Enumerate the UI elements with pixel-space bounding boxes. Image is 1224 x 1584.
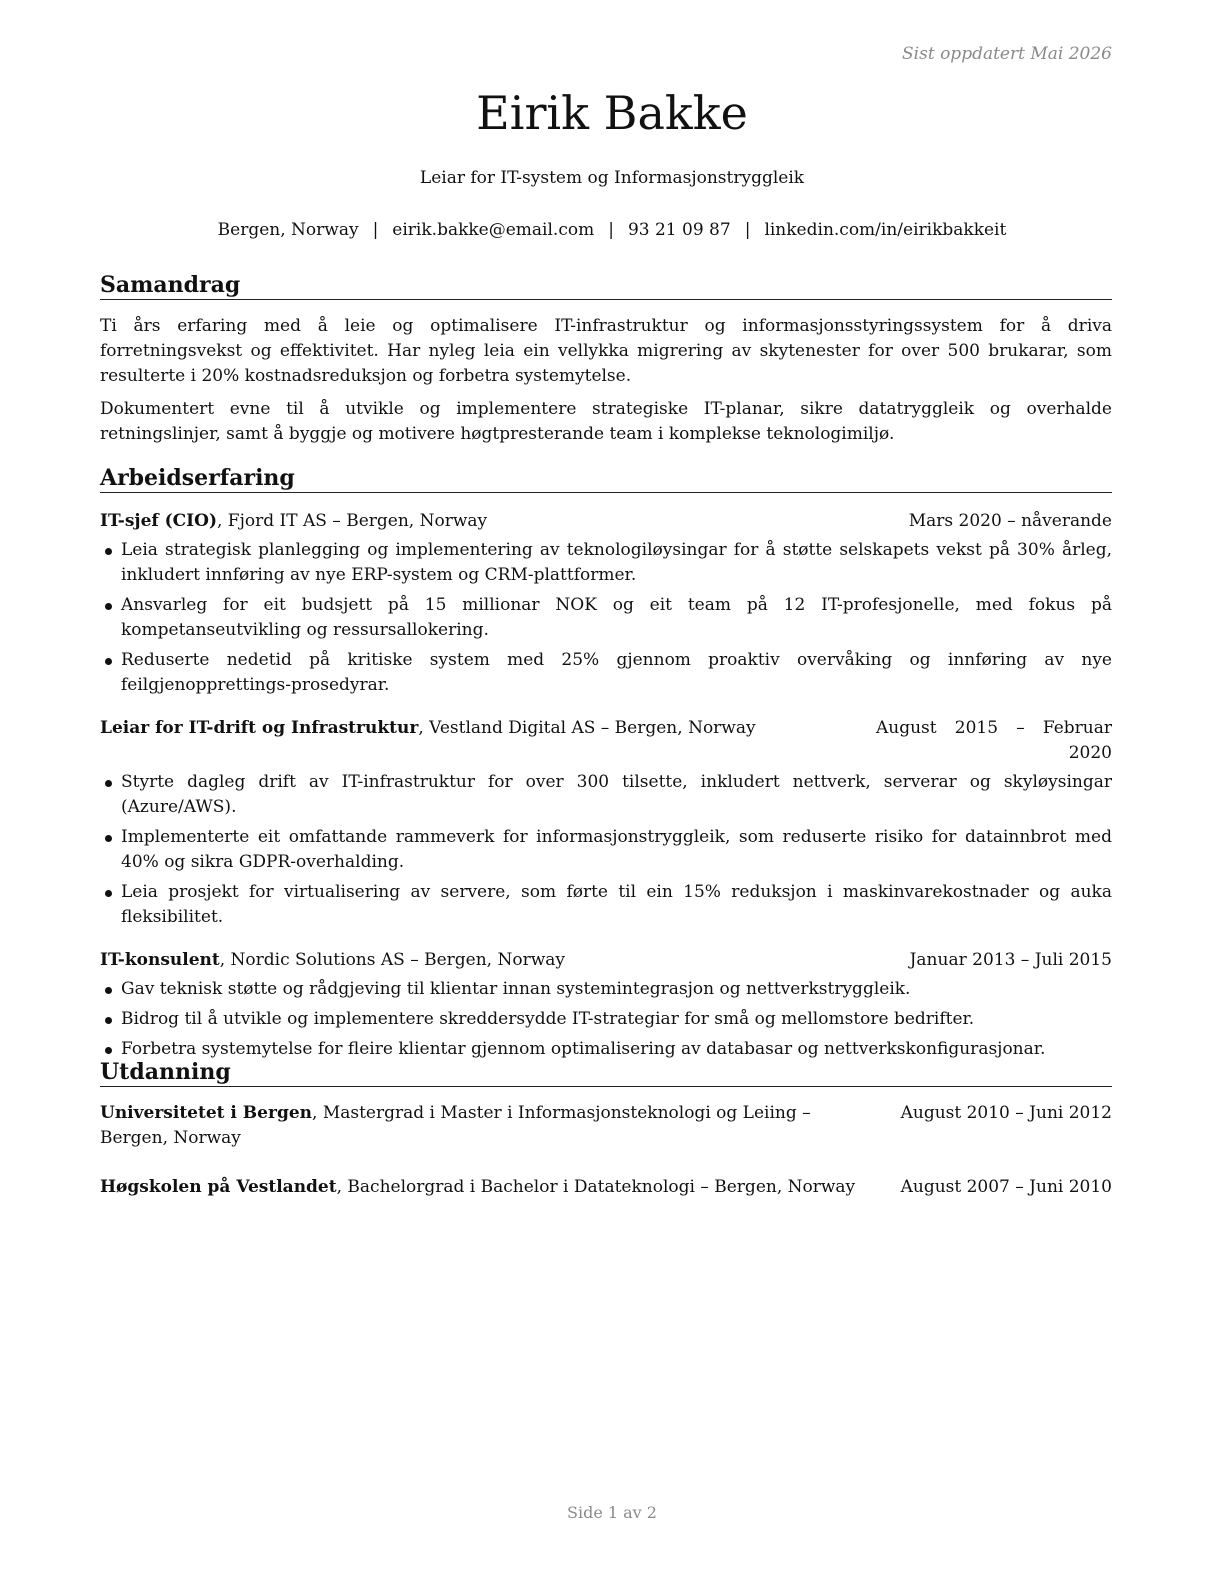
contact-line — [0, 220, 1224, 240]
page-number: Side 1 av 2 — [567, 1503, 657, 1522]
contact-phone: 93 21 09 87 — [627, 220, 731, 240]
degree-details: , Mastergrad i Master i Informasjonsteknologi og Leiing – Bergen, Norway — [100, 1103, 811, 1148]
job-entry — [100, 948, 1112, 1062]
job-company: , Vestland Digital AS – Bergen, Norway — [418, 718, 756, 738]
bullet-item: Forbetra systemytelse for fleire klientar gjennom optimalisering av databasar og nettverkskonfigurasjonar. — [100, 1037, 1112, 1062]
job-header — [100, 509, 1112, 534]
bullet-item: Styrte dagleg drift av IT-infrastruktur for over 300 tilsette, inkludert nettverk, serverar og skyløysingar (Azure/AWS). — [100, 770, 1112, 820]
bullet-item: Implementerte eit omfattande rammeverk for informasjonstryggleik, som reduserte risiko for datainnbrot med 40% og sikra GDPR-overhalding. — [100, 825, 1112, 875]
bullet-item: Gav teknisk støtte og rådgjeving til klientar innan systemintegrasjon og nettverkstryggleik. — [100, 977, 1112, 1002]
bullet-item: Reduserte nedetid på kritiske system med 25% gjennom proaktiv overvåking og innføring av nye feilgjenopprettings-prosedyrar. — [100, 648, 1112, 698]
job-entry — [100, 509, 1112, 698]
job-title: IT-sjef (CIO) — [100, 511, 217, 531]
education-entry — [100, 1175, 1112, 1200]
section-heading-experience: Arbeidserfaring — [100, 464, 1112, 493]
school-name: Høgskolen på Vestlandet — [100, 1177, 337, 1197]
section-heading-education: Utdanning — [100, 1058, 1112, 1087]
summary-section — [100, 271, 1112, 447]
job-bullets — [100, 538, 1112, 698]
contact-separator: | — [608, 220, 614, 240]
job-company: , Nordic Solutions AS – Bergen, Norway — [219, 950, 566, 970]
last-updated-note: Sist oppdatert Mai 2026 — [902, 44, 1112, 64]
section-heading-summary: Samandrag — [100, 271, 1112, 300]
contact-separator: | — [372, 220, 379, 240]
job-entry — [100, 716, 1112, 930]
job-dates: Mars 2020 – nåverande — [908, 511, 1112, 531]
job-dates: August 2015 – Februar 2020 — [876, 718, 1112, 763]
bullet-item: Leia strategisk planlegging og implementering av teknologiløysingar for å støtte selskapets vekst på 30% årleg, inkludert innføring av nye ERP-system og CRM-plattformer. — [100, 538, 1112, 588]
summary-paragraph: Dokumentert evne til å utvikle og implementere strategiske IT-planar, sikre datatryggleik og overhalde retningslinjer, samt å byggje og motivere høgtpresterande team i komplekse teknologimiljø. — [100, 399, 1112, 444]
bullet-item: Leia prosjekt for virtualisering av servere, som førte til ein 15% reduksjon i maskinvarekostnader og auka fleksibilitet. — [100, 880, 1112, 930]
job-company: , Fjord IT AS – Bergen, Norway — [217, 511, 488, 531]
candidate-name: Eirik Bakke — [476, 86, 748, 140]
degree-details: , Bachelorgrad i Bachelor i Datateknologi – Bergen, Norway — [336, 1177, 856, 1197]
contact-location: Bergen, Norway — [217, 220, 359, 240]
job-title: IT-konsulent — [100, 950, 220, 970]
contact-linkedin[interactable]: linkedin.com/in/eirikbakkeit — [764, 220, 1007, 240]
candidate-headline: Leiar for IT-system og Informasjonstryggleik — [419, 168, 805, 188]
contact-separator: | — [744, 220, 751, 240]
job-dates: Januar 2013 – Juli 2015 — [909, 950, 1112, 970]
education-section — [100, 1058, 1112, 1200]
experience-section — [100, 464, 1112, 1067]
job-header — [100, 716, 1112, 763]
contact-email[interactable]: eirik.bakke@email.com — [392, 220, 595, 240]
summary-paragraph: Ti års erfaring med å leie og optimalisere IT-infrastruktur og informasjonsstyringssystem for å driva forretningsvekst og effektivitet. Har nyleg leia ein vellykka migrering av skytenester for over 500 brukarar, som resulterte i 20% kostnadsreduksjon og forbetra systemytelse. — [100, 316, 1112, 386]
job-header — [100, 948, 1112, 973]
job-bullets — [100, 770, 1112, 930]
bullet-item: Bidrog til å utvikle og implementere skreddersydde IT-strategiar for små og mellomstore bedrifter. — [100, 1007, 1112, 1032]
school-name: Universitetet i Bergen — [100, 1103, 313, 1123]
education-dates: August 2007 – Juni 2010 — [900, 1177, 1112, 1197]
bullet-item: Ansvarleg for eit budsjett på 15 millionar NOK og eit team på 12 IT-profesjonelle, med fokus på kompetanseutvikling og ressursallokering. — [100, 593, 1112, 643]
job-title: Leiar for IT-drift og Infrastruktur — [100, 718, 419, 738]
job-bullets — [100, 977, 1112, 1062]
education-entry — [100, 1101, 1112, 1151]
education-dates: August 2010 – Juni 2012 — [900, 1103, 1112, 1123]
